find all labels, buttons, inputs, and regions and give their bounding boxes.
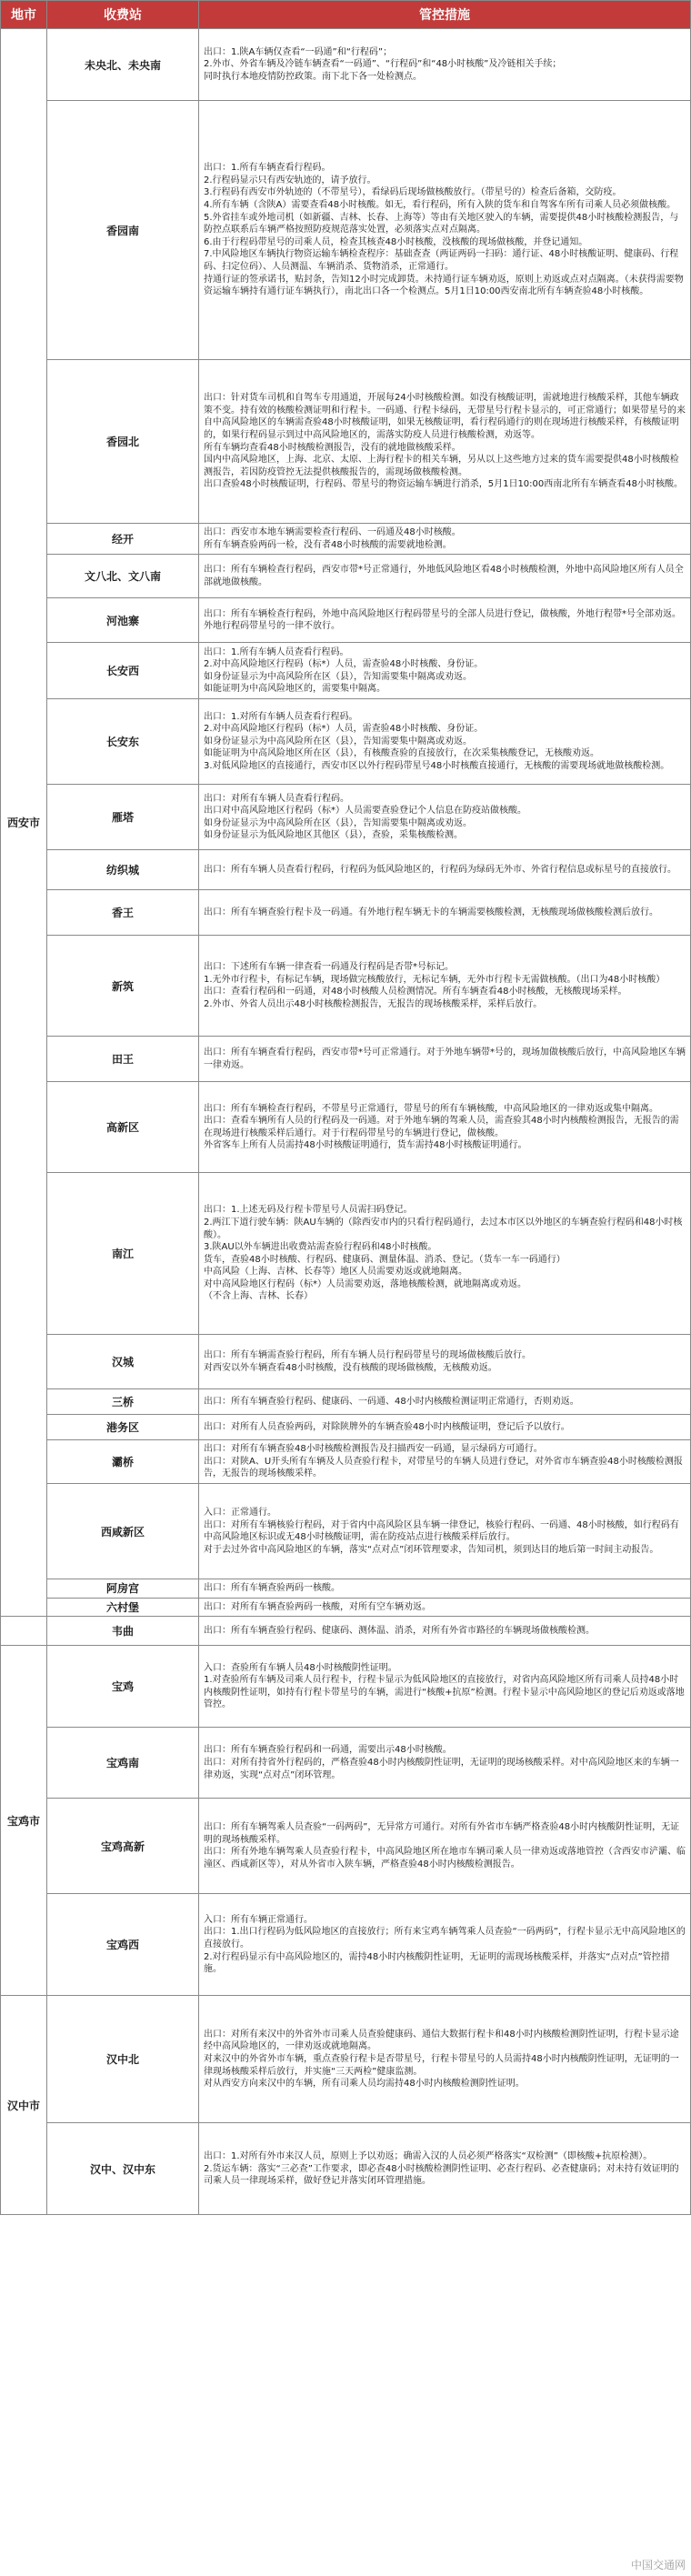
measure-line: 同时执行本地疫情防控政策。南下北下各一处检测点。 bbox=[204, 71, 422, 82]
measure-line: 出口：所有车辆查验行程码和一码通，需要出示48小时核酸。 bbox=[204, 1745, 452, 1756]
measures-cell bbox=[199, 850, 691, 890]
table-row bbox=[1, 101, 691, 360]
measures-cell bbox=[199, 1894, 691, 1996]
station-cell: 香园南 bbox=[47, 101, 199, 360]
station-cell: 六村堡 bbox=[47, 1598, 199, 1617]
measure-line: 出口：1.对所有外市来汉人员，原则上予以劝返；确需入汉的人员必须严格落实“双检测”（即核酸+抗原检测）。 bbox=[204, 2150, 653, 2161]
measure-line: 2.两江下道行驶车辆：陕AU车辆的（除西安市内的只看行程码通行，去过本市区以外地区的车辆查验行程码和48小时核酸）。 bbox=[204, 1217, 683, 1240]
measure-line: 出口查验48小时核酸证明，行程码、带星号的物资运输车辆进行消杀，5月1日10:00西南北所有车辆查看48小时核酸。 bbox=[204, 479, 683, 490]
station-cell: 汉中北 bbox=[47, 1996, 199, 2123]
measure-line: 6.由于行程码带星号的司乘人员，检查其核查48小时核酸，没核酸的现场做核酸，并登记通知。 bbox=[204, 236, 588, 247]
measure-line: 出口：西安市本地车辆需要检查行程码、一码通及48小时核酸。 bbox=[204, 527, 461, 537]
measure-line: 出口：对所有人员查验两码，对除陕牌外的车辆查验48小时内核酸证明，登记后予以放行。 bbox=[204, 1421, 570, 1432]
table-row bbox=[1, 360, 691, 524]
station-cell: 西咸新区 bbox=[47, 1484, 199, 1579]
measures-cell bbox=[199, 524, 691, 555]
measures-cell bbox=[199, 1996, 691, 2123]
table-row bbox=[1, 1440, 691, 1484]
station-cell: 雁塔 bbox=[47, 785, 199, 850]
measure-line: 出口：所有外地车辆驾乘人员查验行程卡，中高风险地区所在地市车辆司乘人员一律劝返或落地管控（含西安市浐灞、临潼区、西咸新区等），对从外省市入陕车辆，严格查验48小时内核酸检测报告。 bbox=[204, 1847, 686, 1869]
measures-cell bbox=[199, 1389, 691, 1415]
station-cell: 灞桥 bbox=[47, 1440, 199, 1484]
measure-line: 对从西安方向来汉中的车辆，所有司乘人员均需持48小时内核酸检测阴性证明。 bbox=[204, 2079, 525, 2090]
measure-line: 7.中风险地区车辆执行物资运输车辆检查程序：基础查查（两证两码一扫码：通行证、48小时核酸证明、健康码、行程码、扫定位码）、人员测温、车辆消杀、货物消杀，正常通行。 bbox=[204, 249, 679, 272]
station-cell: 宝鸡高新 bbox=[47, 1799, 199, 1894]
measure-line: 出口：对陕A、U开头所有车辆及人员查验行程卡，对带星号的车辆人员进行登记，对外省市车辆查验48小时核酸检测报告，无报告的现场核酸采样。 bbox=[204, 1456, 683, 1479]
measures-cell bbox=[199, 101, 691, 360]
station-cell: 阿房宫 bbox=[47, 1579, 199, 1599]
table-row bbox=[1, 1996, 691, 2123]
measure-line: 出口：所有车辆检查行程码，西安市带*号正常通行，外地低风险地区看48小时核酸检测，外地中高风险地区所有人员全部就地做核酸。 bbox=[204, 565, 684, 587]
measures-cell bbox=[199, 1646, 691, 1728]
measure-line: 如能证明为中高风险地区所在区（县），有核酸查验的直接放行，在次采集核酸登记，无核酸劝返。 bbox=[204, 748, 599, 759]
station-cell: 田王 bbox=[47, 1037, 199, 1082]
table-row bbox=[1, 555, 691, 598]
table-row bbox=[1, 1037, 691, 1082]
measures-cell bbox=[199, 555, 691, 598]
table-row bbox=[1, 1646, 691, 1728]
measure-line: 出口：对所有车辆核验行程码，对于省内中高风险区县车辆一律登记，核验行程码、一码通、48小时核酸，如行程码有中高风险地区标识或无48小时核酸证明，需在防疫站点进行核酸采样后放行。 bbox=[204, 1519, 679, 1543]
measure-line: 货车，查验48小时核酸、行程码、健康码、测量体温、消杀、登记。（货车一车一码通行） bbox=[204, 1254, 566, 1265]
measure-line: 出口：针对货车司机和自驾车专用通道，开展每24小时核酸检测。如没有核酸证明，需就地进行核酸采样，其他车辆政策不变。持有效的核酸检测证明和行程卡。一码通、行程卡绿码，无带星号行程卡显示的，可正常通行；如果带星号的来自中高风险地区的车辆需查验48小时核酸证明，如果无核酸证明，看行程码通行的则在现场进行核酸采样，有核酸证明的，如果行程码显示到过中高风险地区的，需落实防疫人员进行核酸检测，劝返等。 bbox=[204, 393, 686, 440]
measure-line: 5.外省挂车或外地司机（如新疆、吉林、长春、上海等）等由有关地区驶入的车辆，需要提供48小时核酸检测报告，与防控点联系后车辆严格按照防疫规范落实处置，必须落实点对点隔离。 bbox=[204, 212, 679, 236]
measures-cell bbox=[199, 1617, 691, 1646]
city-cell: 西安市 bbox=[1, 29, 47, 1617]
measure-line: 出口：对所有来汉中的外省外市司乘人员查验健康码、通信大数据行程卡和48小时内核酸检测阴性证明，行程卡显示途经中高风险地区的，一律劝返或就地隔离。 bbox=[204, 2029, 679, 2052]
measures-cell bbox=[199, 1598, 691, 1617]
city-cell: 宝鸡市 bbox=[1, 1646, 47, 1996]
station-cell: 纺织城 bbox=[47, 850, 199, 890]
station-cell: 南江 bbox=[47, 1173, 199, 1335]
station-cell: 汉城 bbox=[47, 1335, 199, 1389]
table-row bbox=[1, 1415, 691, 1440]
measure-line: 出口：对所有车辆查验48小时核酸检测报告及扫描西安一码通，显示绿码方可通行。 bbox=[204, 1444, 543, 1455]
measures-cell bbox=[199, 1728, 691, 1799]
station-cell: 河池寨 bbox=[47, 598, 199, 643]
measures-cell bbox=[199, 1082, 691, 1173]
measure-line: 2.对中高风险地区行程码（标*）人员，需查验48小时核酸、身份证。 bbox=[204, 724, 484, 735]
watermark: 中国交通网 bbox=[630, 2559, 686, 2571]
measure-line: 入口：所有车辆正常通行。 bbox=[204, 1914, 313, 1925]
measure-line: 出口：所有车辆查验两码一核酸。 bbox=[204, 1583, 340, 1594]
measure-line: 持通行证的签承诺书，贴封条，告知12小时完成卸货。未持通行证车辆劝返，原则上劝返或点对点隔离。（未获得需要物资运输车辆持有通行证车辆执行），南北出口各一个检测点。5月1日10:00西安南北所有车辆查验48小时核酸。 bbox=[204, 274, 684, 297]
measures-cell bbox=[199, 2123, 691, 2215]
table-row bbox=[1, 1579, 691, 1599]
measure-line: 2.外市、外省人员出示48小时核酸检测报告，无报告的现场核酸采样，采样后放行。 bbox=[204, 998, 543, 1009]
measure-line: 如身份证显示为中高风险所在区（县），告知需要集中隔离或劝返。 bbox=[204, 736, 472, 747]
table-row bbox=[1, 890, 691, 936]
measure-line: 2.对中高风险地区行程码（标*）人员，需查验48小时核酸、身份证。 bbox=[204, 659, 484, 670]
measure-line: 1.对查验所有车辆及司乘人员行程卡，行程卡显示为低风险地区的直接放行，对省内高风险地区所有司乘人员持48小时内核酸阴性证明，如持有行程卡带星号的车辆，需进行“核酸+抗原”检测。行程卡显示中高风险地区的登记后劝返或落地管控。 bbox=[204, 1675, 685, 1710]
station-cell: 长安东 bbox=[47, 699, 199, 785]
measures-cell bbox=[199, 1484, 691, 1579]
measure-line: 出口：所有车辆检查行程码，不带星号正常通行，带星号的所有车辆核酸，中高风险地区的一律劝返或集中隔离。 bbox=[204, 1103, 658, 1114]
station-cell: 韦曲 bbox=[47, 1617, 199, 1646]
header-city: 地市 bbox=[1, 1, 47, 29]
table-row bbox=[1, 699, 691, 785]
table-row bbox=[1, 785, 691, 850]
table-row bbox=[1, 1894, 691, 1996]
measures-cell bbox=[199, 1173, 691, 1335]
measure-line: 入口：正常通行。 bbox=[204, 1508, 276, 1518]
header-station: 收费站 bbox=[47, 1, 199, 29]
measures-cell bbox=[199, 936, 691, 1037]
measures-cell bbox=[199, 699, 691, 785]
measure-line: 出口：所有车辆查验行程码、健康码、测体温、消杀，对所有外省市路径的车辆现场做核酸检测。 bbox=[204, 1626, 595, 1637]
station-cell: 宝鸡西 bbox=[47, 1894, 199, 1996]
measure-line: 出口：查看行程码和一码通，对48小时核酸人员检测情况。所有车辆查看48小时核酸，无核酸现场采样。 bbox=[204, 987, 627, 997]
table-row bbox=[1, 936, 691, 1037]
measures-cell bbox=[199, 1579, 691, 1599]
station-cell: 港务区 bbox=[47, 1415, 199, 1440]
measure-line: 1.无外市行程卡，有标记车辆，现场做完核酸放行，无标记车辆，无外市行程卡无需做核酸。（出口为48小时核酸） bbox=[204, 974, 666, 985]
measure-line: 对来汉中的外省外市车辆，重点查验行程卡是否带星号，行程卡带星号的人员需持48小时内核酸阴性证明，无证明的一律现场核酸采样后放行，并实施“三天两检”健康监测。 bbox=[204, 2054, 679, 2077]
measure-line: 出口：下述所有车辆一律查看一码通及行程码是否带*号标记。 bbox=[204, 962, 454, 972]
station-cell: 新筑 bbox=[47, 936, 199, 1037]
measure-line: 2.货运车辆：落实“三必查”工作要求，即必查48小时核酸检测阴性证明、必查行程码、必查健康码；对未持有效证明的司乘人员一律现场采样，做好登记并落实闭环管理措施。 bbox=[204, 2163, 679, 2187]
measure-line: 4.所有车辆（含陕A）需要查看48小时核酸。如无，看行程码，所有入陕的货车和自驾客车所有司乘人员必须做核酸。 bbox=[204, 200, 676, 211]
measure-line: 出口：所有车辆需查验行程码，所有车辆人员行程码带星号的现场做核酸后放行。 bbox=[204, 1350, 531, 1361]
measure-line: 所有车辆均查看48小时核酸检测报告，没有的就地做核酸采样。 bbox=[204, 442, 461, 453]
measure-line: （不含上海、吉林、长春） bbox=[204, 1291, 313, 1302]
table-row bbox=[1, 1598, 691, 1617]
city-cell-empty bbox=[1, 1617, 47, 1646]
measure-line: 2.对行程码显示有中高风险地区的，需持48小时内核酸阴性证明，无证明的需现场核酸采样，并落实“点对点”管控措施。 bbox=[204, 1951, 670, 1975]
station-cell: 宝鸡 bbox=[47, 1646, 199, 1728]
station-cell: 香园北 bbox=[47, 360, 199, 524]
measures-cell bbox=[199, 1799, 691, 1894]
table-row bbox=[1, 1617, 691, 1646]
table-row bbox=[1, 598, 691, 643]
measure-line: 出口：1.出口行程码为低风险地区的直接放行；所有来宝鸡车辆驾乘人员查验“一码两码”，行程卡显示无中高风险地区的直接放行。 bbox=[204, 1927, 686, 1950]
measures-cell bbox=[199, 890, 691, 936]
measure-line: 如身份证显示为低风险地区其他区（县），查验，采集核酸检测。 bbox=[204, 830, 463, 841]
table-row bbox=[1, 29, 691, 101]
measure-line: 如身份证显示为中高风险所在区（县），告知需要集中隔离或劝返。 bbox=[204, 817, 472, 828]
measure-line: 入口：查验所有车辆人员48小时核酸阴性证明。 bbox=[204, 1662, 397, 1673]
station-cell: 文八北、文八南 bbox=[47, 555, 199, 598]
table-row bbox=[1, 1389, 691, 1415]
measure-line: 中高风险（上海、吉林、长春等）地区人员需要劝返或就地隔离。 bbox=[204, 1267, 467, 1278]
table-row bbox=[1, 1173, 691, 1335]
measure-line: 出口：对所有车辆查验两码一核酸，对所有空车辆劝返。 bbox=[204, 1601, 431, 1612]
measures-cell bbox=[199, 1415, 691, 1440]
measures-cell bbox=[199, 29, 691, 101]
measure-line: 对西安以外车辆查看48小时核酸，没有核酸的现场做核酸，无核酸劝返。 bbox=[204, 1362, 497, 1373]
measure-line: 出口：所有车辆驾乘人员查验“一码两码”，无异常方可通行。对所有外省市车辆严格查验48小时内核酸阴性证明，无证明的现场核酸采样。 bbox=[204, 1822, 680, 1845]
measure-line: 出口：1.所有车辆人员查看行程码。 bbox=[204, 647, 349, 657]
station-cell: 宝鸡南 bbox=[47, 1728, 199, 1799]
measure-line: 出口：所有车辆查看行程码，西安市带*号可正常通行。对于外地车辆带*号的，现场加做核酸后放行，中高风险地区车辆一律劝返。 bbox=[204, 1047, 686, 1070]
table-row bbox=[1, 643, 691, 699]
measure-line: 3.对低风险地区的直接通行，西安市区以外行程码带星号48小时核酸直接通行，无核酸的需要现场就地做核酸检测。 bbox=[204, 761, 670, 772]
measure-line: 出口：所有车辆查验行程卡及一码通。有外地行程车辆无卡的车辆需要核酸检测，无核酸现场做核酸检测后放行。 bbox=[204, 907, 658, 917]
measure-line: 出口对中高风险地区行程码（标*）人员需要查验登记个人信息在防疫站做核酸。 bbox=[204, 806, 526, 817]
measure-line: 出口：所有车辆检查行程码，外地中高风险地区行程码带星号的全部人员进行登记，做核酸，外地行程带*号全部劝返。外地行程码带星号的一律不放行。 bbox=[204, 608, 681, 632]
table-row bbox=[1, 2123, 691, 2215]
station-cell: 未央北、未央南 bbox=[47, 29, 199, 101]
measure-line: 出口：1.对所有车辆人员查看行程码。 bbox=[204, 711, 358, 722]
table-body bbox=[1, 29, 691, 2215]
measure-line: 出口：1.所有车辆查看行程码。 bbox=[204, 163, 331, 174]
table-row bbox=[1, 1799, 691, 1894]
measure-line: 出口：所有车辆人员查看行程码，行程码为低风险地区的，行程码为绿码无外市、外省行程信息或标星号的直接放行。 bbox=[204, 864, 676, 875]
station-cell: 长安西 bbox=[47, 643, 199, 699]
header-measures: 管控措施 bbox=[199, 1, 691, 29]
measure-line: 出口：对所有持省外行程码的，严格查验48小时内核酸阴性证明，无证明的现场核酸采样。对中高风险地区来的车辆一律劝返，实现“点对点”闭环管理。 bbox=[204, 1758, 679, 1780]
measure-line: 2.外市、外省车辆及冷链车辆查看“一码通”、“行程码”和“48小时核酸”及冷链相关手续； bbox=[204, 59, 562, 70]
measure-line: 出口：查看车辆所有人员的行程码及一码通。对于外地车辆的驾乘人员，需查验其48小时内核酸检测报告，无报告的需在现场进行核酸采样后通行。对于行程码带星号的车辆进行登记，做核酸。 bbox=[204, 1116, 679, 1138]
city-cell: 汉中市 bbox=[1, 1996, 47, 2215]
measure-line: 出口：1.陕A车辆仅查看“一码通”和“行程码”； bbox=[204, 46, 393, 57]
measure-line: 出口：所有车辆查验行程码、健康码、一码通、48小时内核酸检测证明正常通行，否则劝返。 bbox=[204, 1396, 579, 1407]
station-cell: 高新区 bbox=[47, 1082, 199, 1173]
table-row bbox=[1, 1335, 691, 1389]
measure-line: 所有车辆查验两码一检，没有者48小时核酸的需要就地检测。 bbox=[204, 539, 452, 550]
measures-cell bbox=[199, 1037, 691, 1082]
station-cell: 经开 bbox=[47, 524, 199, 555]
table-row bbox=[1, 850, 691, 890]
table-row bbox=[1, 1728, 691, 1799]
measure-line: 2.行程码显示只有西安轨迹的，请予放行。 bbox=[204, 175, 376, 185]
measure-line: 外省客车上所有人员需持48小时核酸证明通行，货车需持48小时核酸证明通行。 bbox=[204, 1140, 527, 1151]
measures-cell bbox=[199, 643, 691, 699]
station-cell: 三桥 bbox=[47, 1389, 199, 1415]
measures-cell bbox=[199, 598, 691, 643]
measure-line: 出口：1.上述无码及行程卡带星号人员需扫码登记。 bbox=[204, 1205, 413, 1216]
measure-line: 如能证明为中高风险地区的，需要集中隔离。 bbox=[204, 684, 386, 695]
measure-line: 对中高风险地区行程码（标*）人员需要劝返，落地核酸检测，就地隔离或劝返。 bbox=[204, 1278, 526, 1289]
station-cell: 汉中、汉中东 bbox=[47, 2123, 199, 2215]
measures-cell bbox=[199, 1335, 691, 1389]
station-cell: 香王 bbox=[47, 890, 199, 936]
measures-cell bbox=[199, 785, 691, 850]
table-header-row bbox=[1, 1, 691, 29]
measure-line: 3.行程码有西安市外轨迹的（不带星号），看绿码后现场做核酸放行。（带星号的）检查后备箱，交防疫。 bbox=[204, 187, 622, 198]
measures-cell bbox=[199, 1440, 691, 1484]
measure-line: 国内中高风险地区，上海、北京、太原、上海行程卡的相关车辆，另从以上这些地方过来的货车需要提供48小时核酸检测报告，若因防疫管控无法提供核酸报告的，需现场做核酸检测。 bbox=[204, 455, 679, 477]
table-row bbox=[1, 524, 691, 555]
measure-line: 出口：对所有车辆人员查看行程码。 bbox=[204, 793, 349, 804]
measures-cell bbox=[199, 360, 691, 524]
table-row bbox=[1, 1484, 691, 1579]
measure-line: 对于去过外省中高风险地区的车辆，落实“点对点”闭环管理要求，告知司机，须到达目的地后第一时间主动报告。 bbox=[204, 1544, 659, 1555]
table-row bbox=[1, 1082, 691, 1173]
measure-line: 如身份证显示为中高风险所在区（县），告知需要集中隔离或劝返。 bbox=[204, 671, 472, 682]
measure-line: 3.陕AU以外车辆进出收费站需查验行程码和48小时核酸。 bbox=[204, 1242, 437, 1253]
